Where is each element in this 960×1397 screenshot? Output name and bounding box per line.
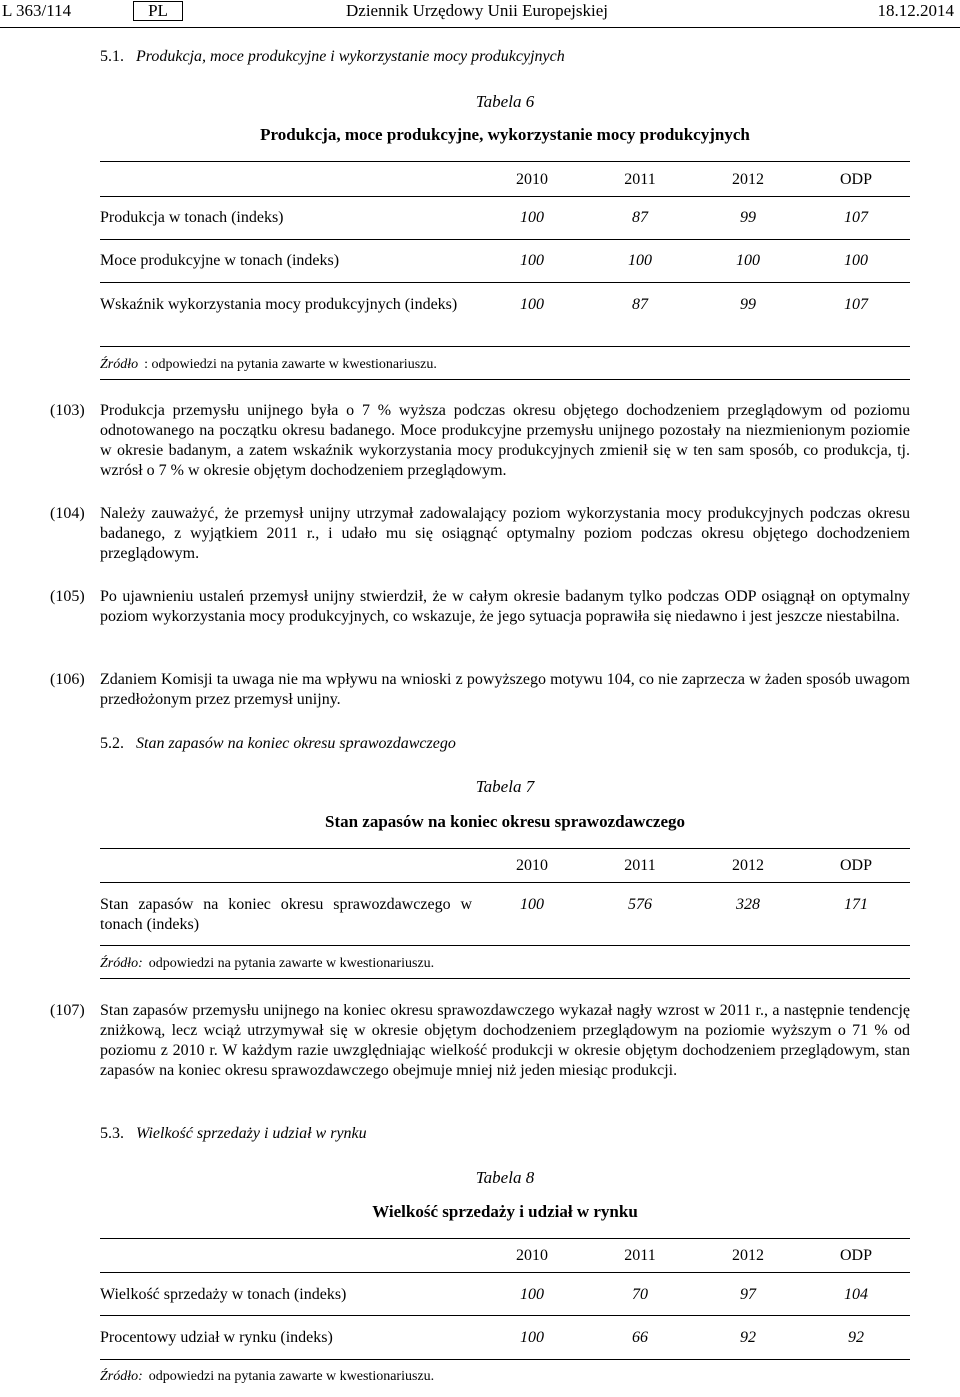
table-cell: 100 xyxy=(520,209,544,226)
section-heading: 5.3. Wielkość sprzedaży i udział w rynku xyxy=(100,1125,367,1142)
table-rule xyxy=(100,161,910,162)
language-badge: PL xyxy=(133,1,183,21)
row-label: Moce produkcyjne w tonach (indeks) xyxy=(100,252,340,269)
table-rule xyxy=(100,1272,910,1273)
table-cell: 100 xyxy=(628,252,652,269)
table-cell: 92 xyxy=(740,1329,756,1346)
column-header: ODP xyxy=(839,1247,872,1264)
column-header: 2011 xyxy=(624,1247,656,1264)
paragraph-number: (106) xyxy=(50,671,85,688)
paragraph xyxy=(50,1001,910,1081)
table-rule xyxy=(100,882,910,883)
paragraph-text: Stan zapasów przemysłu unijnego na koniec okresu sprawozdawczego wykazał nagły wzrost w 2011 r., a następnie tendencję zniżkową, lecz wciąż utrzymywał się w okresie objętym dochodzeniem przeglądowym na poziomie wyższym o 71 % od poziomu z 2010 r. W każdym razie uwzględniając wielkość produkcji w okresie objętym dochodzeniem przeglądowym, stan zapasów na koniec okresu sprawozdawczego obejmuje mniej niż jeden miesiąc produkcji. xyxy=(100,1002,910,1079)
column-header: 2011 xyxy=(624,171,656,188)
table-label: Tabela 8 xyxy=(475,1168,535,1187)
table-cell: 100 xyxy=(844,252,868,269)
header-divider xyxy=(0,27,960,28)
page-header xyxy=(0,0,960,28)
column-header: 2012 xyxy=(732,171,764,188)
paragraph xyxy=(50,587,910,627)
row-label: Produkcja w tonach (indeks) xyxy=(100,209,284,226)
paragraph xyxy=(50,504,910,564)
table-cell: 328 xyxy=(736,896,760,913)
paragraph-number: (104) xyxy=(50,505,85,522)
table-title: Produkcja, moce produkcyjne, wykorzystanie mocy produkcyjnych xyxy=(260,125,750,144)
paragraph-text: Produkcja przemysłu unijnego była o 7 % wyższa podczas okresu objętego dochodzeniem przeglądowym od poziomu odnotowanego na początku okresu badanego. Moce produkcyjne przemysłu unijnego pozostały na niezmienionym poziomie w okresie badanym, a zatem wskaźnik wykorzystania mocy produkcyjnych zmienił się w ten sam sposób, co produkcja, tj. wzrósł o 7 % w okresie objętym dochodzeniem przeglądowym. xyxy=(100,402,910,479)
table-cell: 99 xyxy=(740,296,756,313)
table-cell: 107 xyxy=(844,296,868,313)
section-heading: 5.2. Stan zapasów na koniec okresu sprawozdawczego xyxy=(100,735,456,752)
table-cell: 100 xyxy=(520,252,544,269)
table-cell: 107 xyxy=(844,209,868,226)
table-label: Tabela 6 xyxy=(475,92,535,111)
table-cell: 100 xyxy=(520,1286,544,1303)
table-rule xyxy=(100,1315,910,1316)
column-header: ODP xyxy=(839,171,872,188)
table-cell: 100 xyxy=(520,1329,544,1346)
table-rule xyxy=(100,282,910,283)
table-cell: 87 xyxy=(632,296,648,313)
table-cell: 100 xyxy=(736,252,760,269)
row-label: Procentowy udział w rynku (indeks) xyxy=(100,1329,333,1346)
journal-title: Dziennik Urzędowy Unii Europejskiej xyxy=(346,1,609,20)
column-header: 2012 xyxy=(732,1247,764,1264)
row-label: Stan zapasów na koniec okresu sprawozdawczego w tonach (indeks) xyxy=(100,896,472,933)
table-rule xyxy=(100,379,910,380)
column-header: 2010 xyxy=(516,1247,548,1264)
row-label: Wielkość sprzedaży w tonach (indeks) xyxy=(100,1286,347,1303)
table-rule xyxy=(100,346,910,347)
table-rule xyxy=(100,1359,910,1360)
column-header: 2010 xyxy=(516,171,548,188)
table-rule xyxy=(100,978,910,979)
table-cell: 99 xyxy=(740,209,756,226)
table-rule xyxy=(100,1238,910,1239)
paragraph-text: Należy zauważyć, że przemysł unijny utrzymał zadowalający poziom wykorzystania mocy produkcyjnych podczas okresu badanego, z wyjątkiem 2011 r., i udało mu się osiągnąć optymalny poziom podczas okresu objętego dochodzeniem przeglądowym. xyxy=(100,505,910,562)
table-cell: 171 xyxy=(844,896,868,913)
table-title: Stan zapasów na koniec okresu sprawozdawczego xyxy=(324,812,685,831)
table-cell: 576 xyxy=(628,896,652,913)
column-header: 2012 xyxy=(732,857,764,874)
paragraph-text: Po ujawnieniu ustaleń przemysł unijny stwierdził, że w całym okresie badanym tylko podczas ODP osiągnął on optymalny poziom wykorzystania mocy produkcyjnych, co wskazuje, że jego sytuacja poprawiła się niedawno i jest jeszcze niestabilna. xyxy=(100,588,910,625)
page-reference: L 363/114 xyxy=(2,1,72,20)
table-title: Wielkość sprzedaży i udział w rynku xyxy=(372,1202,638,1221)
table-source: Źródło: odpowiedzi na pytania zawarte w kwestionariuszu. xyxy=(100,1369,435,1384)
table-rule xyxy=(100,945,910,946)
table-label: Tabela 7 xyxy=(475,777,535,796)
table-cell: 87 xyxy=(632,209,648,226)
section-heading: 5.1. Produkcja, moce produkcyjne i wykorzystanie mocy produkcyjnych xyxy=(100,48,565,65)
paragraph-number: (103) xyxy=(50,402,85,419)
paragraph-text: Zdaniem Komisji ta uwaga nie ma wpływu na wnioski z powyższego motywu 104, co nie zaprzecza w żaden sposób uwagom przedłożonym przez przemysł unijny. xyxy=(100,671,910,708)
table-cell: 66 xyxy=(632,1329,648,1346)
paragraph-number: (107) xyxy=(50,1002,85,1019)
table-cell: 104 xyxy=(844,1286,868,1303)
column-header: 2010 xyxy=(516,857,548,874)
table-rule xyxy=(100,239,910,240)
table-rule xyxy=(100,196,910,197)
publication-date: 18.12.2014 xyxy=(877,1,954,20)
table-cell: 70 xyxy=(632,1286,648,1303)
table-source: Źródło: odpowiedzi na pytania zawarte w kwestionariuszu. xyxy=(100,956,435,971)
paragraph xyxy=(50,401,910,481)
table-source: Źródło : odpowiedzi na pytania zawarte w kwestionariuszu. xyxy=(100,357,437,372)
column-header: 2011 xyxy=(624,857,656,874)
paragraph-number: (105) xyxy=(50,588,85,605)
table-cell: 100 xyxy=(520,896,544,913)
table-cell: 100 xyxy=(520,296,544,313)
column-header: ODP xyxy=(839,857,872,874)
table-cell: 92 xyxy=(848,1329,864,1346)
paragraph xyxy=(50,670,910,710)
table-cell: 97 xyxy=(740,1286,756,1303)
row-label: Wskaźnik wykorzystania mocy produkcyjnych (indeks) xyxy=(100,296,458,313)
table-rule xyxy=(100,848,910,849)
